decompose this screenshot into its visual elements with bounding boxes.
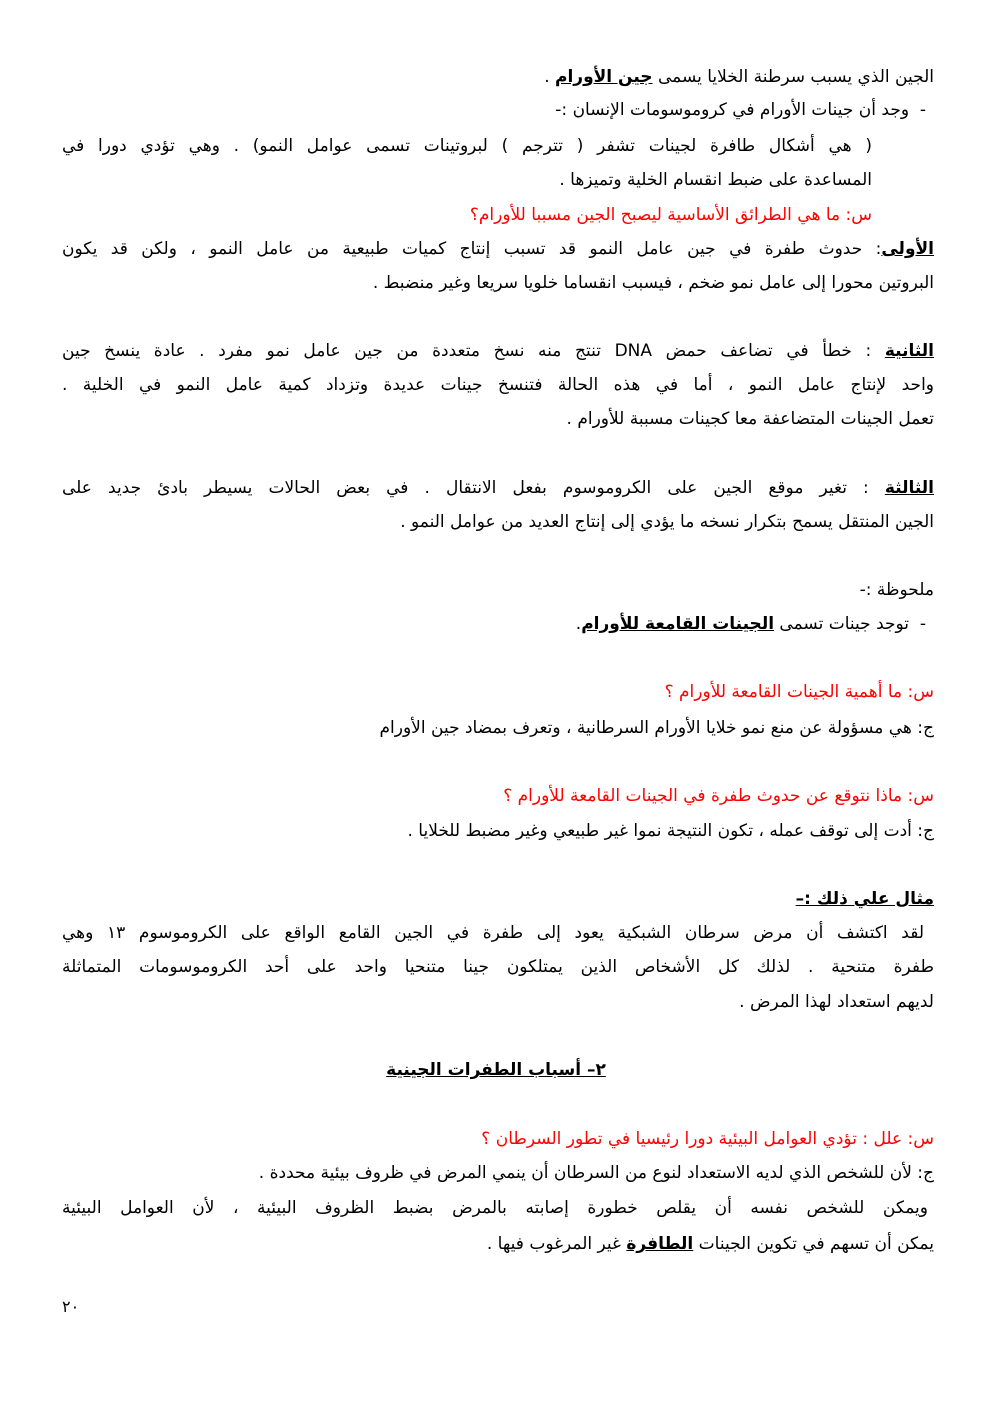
method-first-text: : حدوث طفرة في جين عامل النمو قد تسبب إنتاج كميات طبيعية من عامل النمو ، ولكن قد يكون xyxy=(62,239,882,259)
intro-text: الجين الذي يسبب سرطنة الخلايا يسمى xyxy=(652,67,934,87)
method-second-line-3: تعمل الجينات المتضاعفة معا كجينات مسببة للأورام . xyxy=(566,409,934,429)
answer-4-text: يمكن أن تسهم في تكوين الجينات xyxy=(693,1234,934,1254)
intro-line-3: ( هي أشكال طافرة لجينات تشفر ( تترجم ) لبروتينات تسمى عوامل النمو) . وهي تؤدي دورا في xyxy=(62,136,872,156)
bullet-dash: - xyxy=(919,614,926,634)
example-line-1: لقد اكتشف أن مرض سرطان الشبكية يعود إلى طفرة في الجين القامع الواقع على الكروموسوم ١٣ وهي xyxy=(62,923,925,943)
method-first-line-1 xyxy=(62,234,934,264)
bullet-text: وجد أن جينات الأورام في كروموسومات الإنسان :- xyxy=(555,100,910,120)
method-third-line-1 xyxy=(62,473,934,503)
question-4: س: علل : تؤدي العوامل البيئية دورا رئيسيا في تطور السرطان ؟ xyxy=(481,1129,934,1149)
label-second: الثانية xyxy=(884,341,934,361)
answer-4-text-end: غير المرغوب فيها . xyxy=(486,1234,627,1254)
term-oncogene: جين الأورام xyxy=(555,67,653,87)
example-title: مثال علي ذلك :– xyxy=(795,889,934,909)
note-text-end: . xyxy=(575,614,582,634)
bullet-dash: - xyxy=(919,100,926,120)
example-line-2: طفرة متنحية . لذلك كل الأشخاص الذين يمتلكون جينا متنحيا واحد على أحد الكروموسومات المتماثلة xyxy=(62,957,934,977)
method-second-line-2: واحد لإنتاج عامل النمو ، أما في هذه الحالة فتنسخ جينات عديدة وتزداد كمية عامل النمو في الخلية . xyxy=(62,375,934,395)
method-third-line-2: الجين المنتقل يسمح بتكرار نسخه ما يؤدي إلى إنتاج العديد من عوامل النمو . xyxy=(400,512,934,532)
method-first-line-2: البروتين محورا إلى عامل نمو ضخم ، فيسبب انقساما خلويا سريعا وغير منضبط . xyxy=(372,273,934,293)
intro-line-1 xyxy=(544,62,934,92)
method-second-text: : خطأ في تضاعف حمض DNA تنتج منه نسخ متعددة من جين عامل نمو مفرد . عادة ينسخ جين xyxy=(62,341,885,361)
term-tumor-suppressor: الجينات القامعة للأورام xyxy=(581,614,775,634)
question-2: س: ما أهمية الجينات القامعة للأورام ؟ xyxy=(664,682,934,702)
page-number: ٢٠ xyxy=(62,1297,80,1316)
note-title: ملحوظة :- xyxy=(859,580,934,600)
answer-4-line-1: ج: لأن للشخص الذي لديه الاستعداد لنوع من السرطان أن ينمي المرض في ظروف بيئية محددة . xyxy=(258,1163,934,1183)
answer-4-line-3 xyxy=(487,1229,934,1259)
section-heading: ٢– أسباب الطفرات الجينية xyxy=(386,1060,606,1080)
answer-2: ج: هي مسؤولة عن منع نمو خلايا الأورام السرطانية ، وتعرف بمضاد جين الأورام xyxy=(379,718,934,738)
answer-3: ج: أدت إلى توقف عمله ، تكون النتيجة نموا غير طبيعي وغير مضبط للخلايا . xyxy=(407,821,934,841)
intro-text-end: . xyxy=(544,67,555,87)
method-second-line-1 xyxy=(62,336,934,366)
answer-4-line-2: ويمكن للشخص نفسه أن يقلص خطورة إصابته بالمرض بضبط الظروف البيئية ، لأن العوامل البيئية xyxy=(62,1198,928,1218)
question-1: س: ما هي الطرائق الأساسية ليصبح الجين مسببا للأورام؟ xyxy=(469,205,872,225)
term-mutated: الطافرة xyxy=(626,1234,694,1254)
question-3: س: ماذا نتوقع عن حدوث طفرة في الجينات القامعة للأورام ؟ xyxy=(503,786,934,806)
intro-line-4: المساعدة على ضبط انقسام الخلية وتميزها . xyxy=(559,170,872,190)
label-third: الثالثة xyxy=(884,478,934,498)
method-third-text: : تغير موقع الجين على الكروموسوم بفعل الانتقال . في بعض الحالات يسيطر بادئ جديد على xyxy=(62,478,885,498)
label-first: الأولى xyxy=(881,239,934,259)
note-bullet xyxy=(576,609,926,639)
example-line-3: لديهم استعداد لهذا المرض . xyxy=(739,992,934,1012)
intro-bullet xyxy=(555,95,926,125)
note-text: توجد جينات تسمى xyxy=(774,614,910,634)
